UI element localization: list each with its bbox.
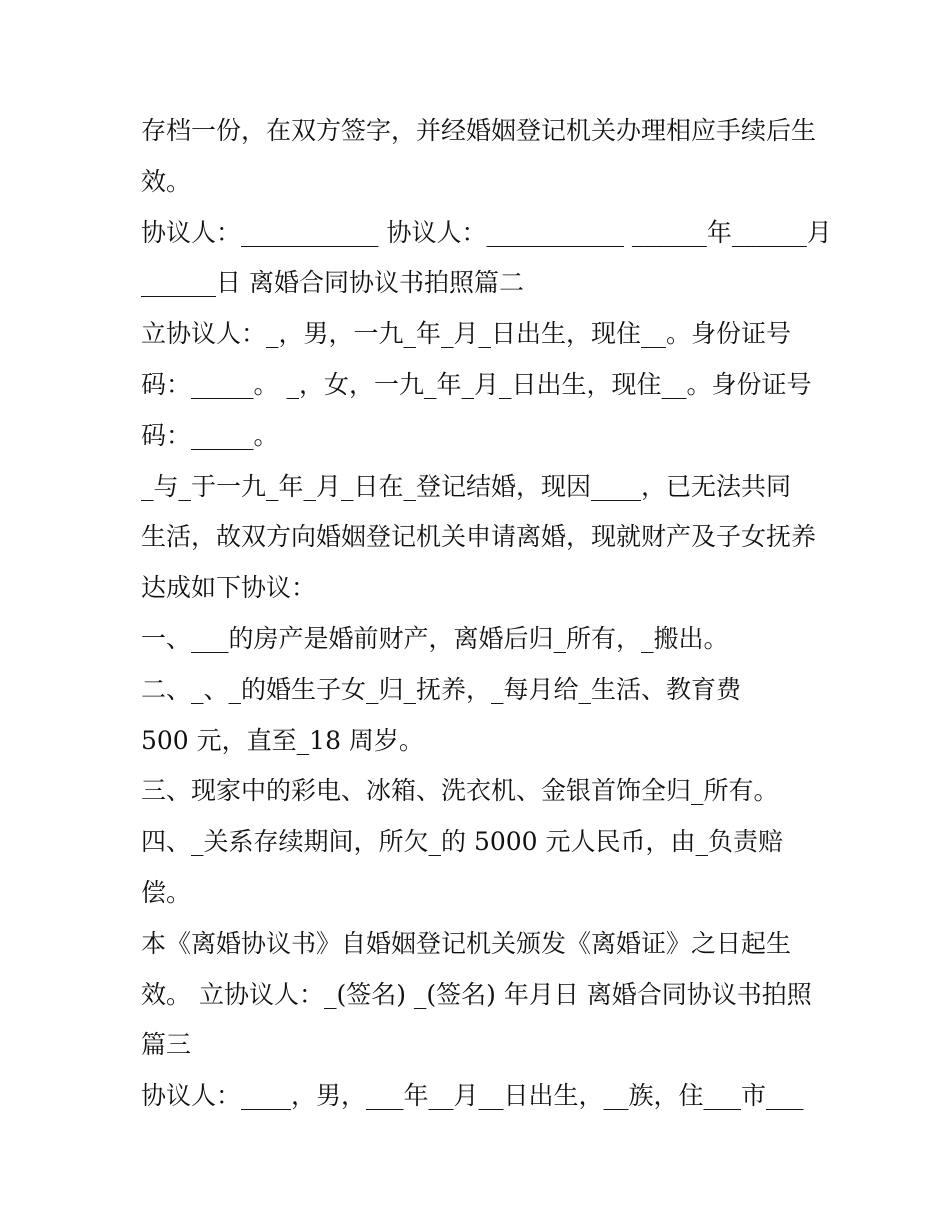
text-line: 码：_____。 _，女，一九_年_月_日出生，现住__。身份证号 — [141, 369, 812, 399]
text-line: 达成如下协议： — [141, 573, 317, 603]
text-line: 协议人：____，男，___年__月__日出生，__族，住___市___ — [141, 1081, 804, 1111]
text-line: 二、_、_的婚生子女_归_抚养，_每月给_生活、教育费 — [141, 674, 742, 704]
text-line: 效。 立协议人：_(签名) _(签名) 年月日 离婚合同协议书拍照 — [141, 979, 812, 1009]
text-line: 生活，故双方向婚姻登记机关申请离婚，现就财产及子女抚养 — [141, 522, 817, 552]
text-line: _与_于一九_年_月_日在_登记结婚，现因____，已无法共同 — [141, 471, 792, 501]
text-line: 存档一份，在双方签字，并经婚姻登记机关办理相应手续后生 — [141, 116, 817, 145]
text-line: 篇三 — [141, 1030, 192, 1060]
text-line: 一、___的房产是婚前财产，离婚后归_所有，_搬出。 — [141, 623, 729, 653]
text-line: 500 元，直至_18 周岁。 — [141, 725, 424, 755]
text-line: 效。 — [141, 166, 192, 196]
text-line: 三、现家中的彩电、冰箱、洗衣机、金银首饰全归_所有。 — [141, 776, 779, 806]
text-line: 偿。 — [141, 877, 192, 907]
text-line: 协议人：___________ 协议人：___________ ______年______月 — [141, 217, 832, 247]
text-line: 本《离婚协议书》自婚姻登记机关颁发《离婚证》之日起生 — [141, 928, 792, 958]
text-line: 立协议人：_，男，一九_年_月_日出生，现住__。身份证号 — [141, 319, 792, 349]
text-line: 码：_____。 — [141, 420, 279, 450]
text-line: ______日 离婚合同协议书拍照篇二 — [141, 268, 524, 298]
text-line: 四、_关系存续期间，所欠_的 5000 元人民币，由_负责赔 — [141, 827, 784, 857]
document-body — [141, 106, 831, 1122]
